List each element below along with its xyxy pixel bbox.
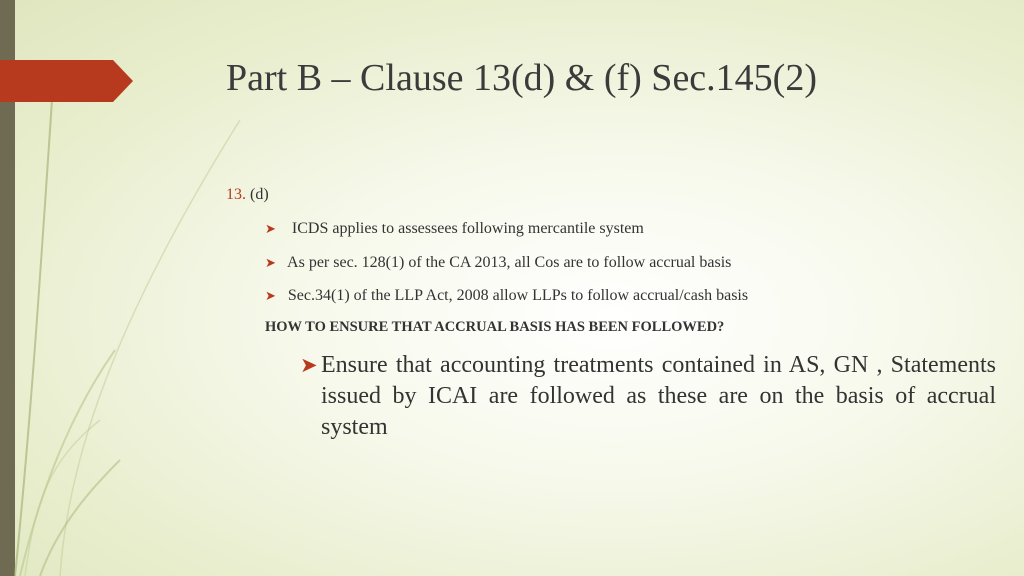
arrow-bullet-icon: ➤ <box>265 256 276 271</box>
bullet-text: Sec.34(1) of the LLP Act, 2008 allow LLPs to follow accrual/cash basis <box>287 287 749 304</box>
arrow-bullet-icon: ➤ <box>300 353 318 377</box>
section-number: 13. <box>226 186 246 203</box>
main-point <box>300 350 996 443</box>
section-letter: (d) <box>250 186 269 203</box>
bullet-item-1 <box>265 220 644 238</box>
bullet-text: ICDS applies to assessees following mercantile system <box>291 220 644 237</box>
slide-title: Part B – Clause 13(d) & (f) Sec.145(2) <box>226 57 817 99</box>
arrow-bullet-icon: ➤ <box>265 289 276 304</box>
bullet-text: As per sec. 128(1) of the CA 2013, all Cos are to follow accrual basis <box>287 254 732 271</box>
main-point-text: Ensure that accounting treatments contained in AS, GN , Statements issued by ICAI are followed as these are on the basis of accrual system <box>321 352 996 440</box>
bullet-item-2 <box>265 254 731 272</box>
bullet-item-3 <box>265 287 748 305</box>
arrow-bullet-icon: ➤ <box>265 222 276 237</box>
section-heading: HOW TO ENSURE THAT ACCRUAL BASIS HAS BEEN FOLLOWED? <box>265 319 725 335</box>
title-accent-tab <box>0 60 133 102</box>
section-label <box>226 186 269 204</box>
